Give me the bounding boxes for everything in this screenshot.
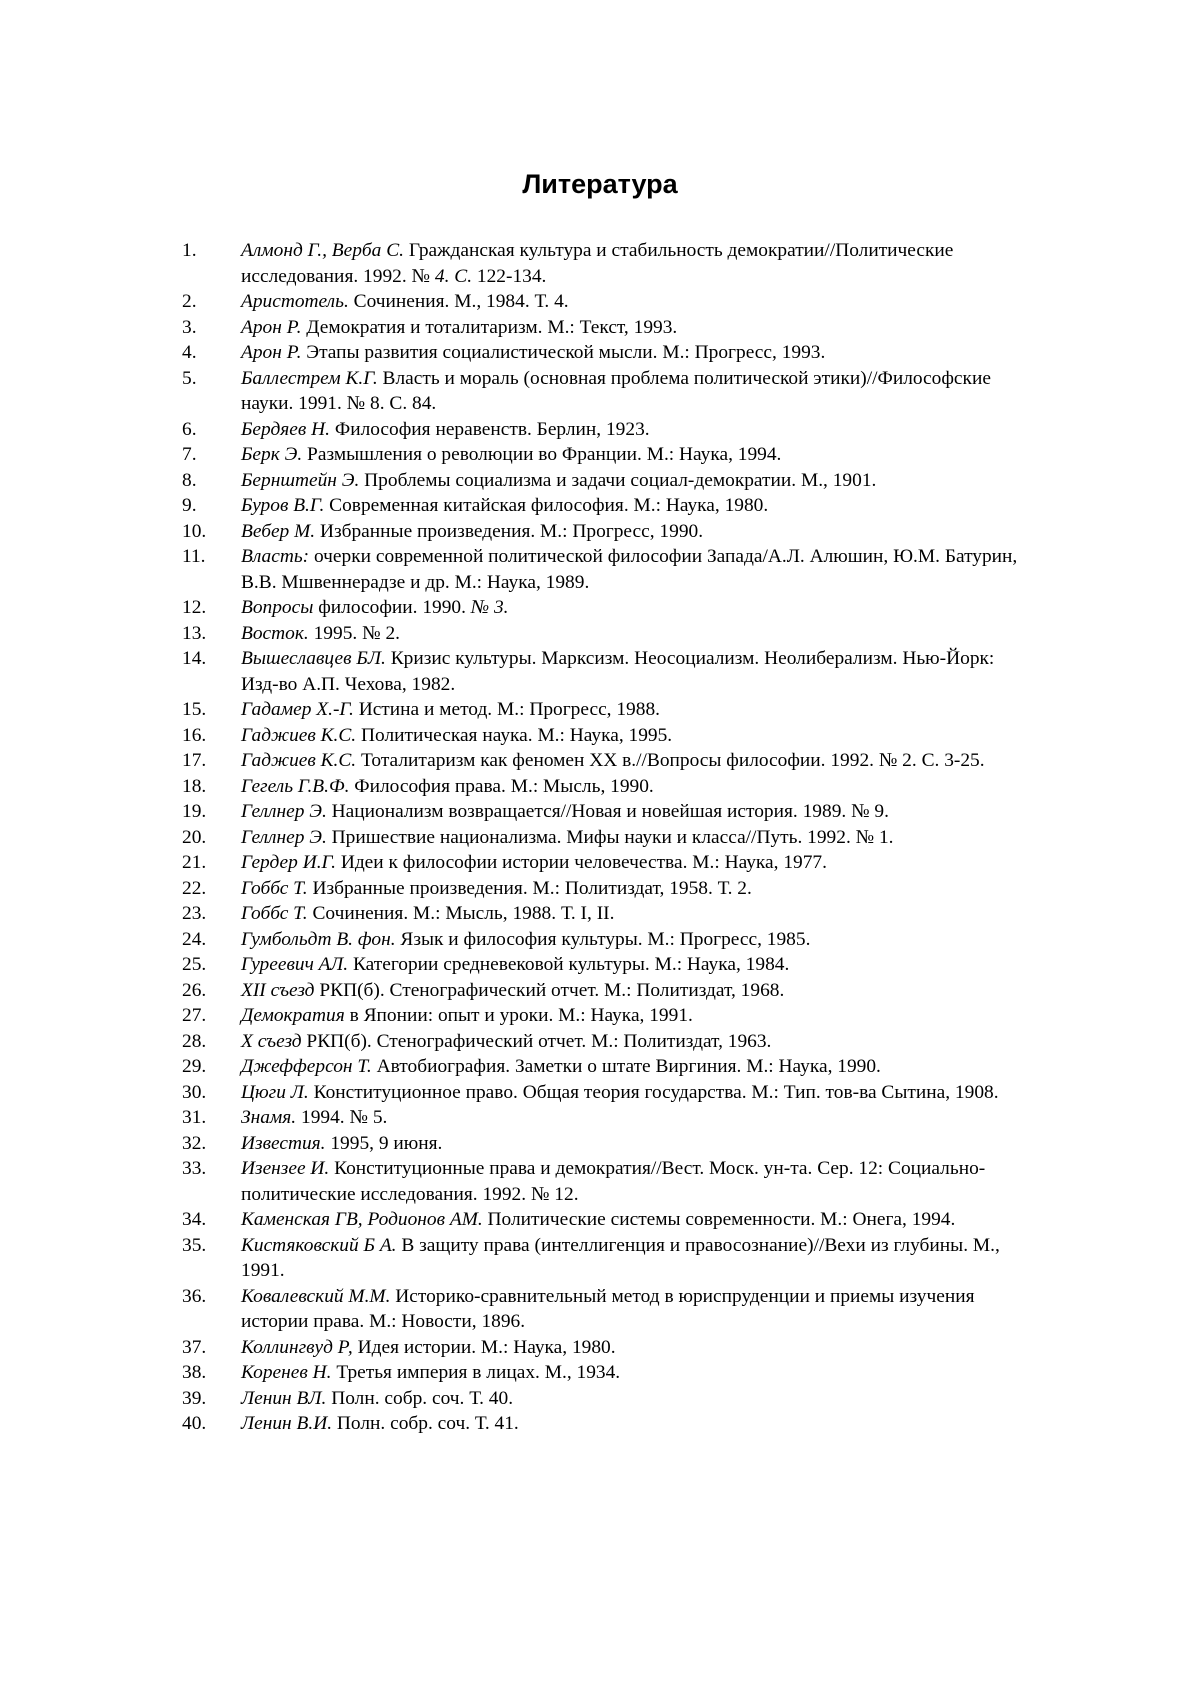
entry-citation-text: Пришествие национализма. Мифы науки и класса//Путь. 1992. № 1. — [326, 826, 894, 848]
bibliography-entry — [182, 442, 1032, 468]
bibliography-entry — [182, 850, 1032, 876]
entry-citation — [241, 546, 1017, 593]
entry-author: Вышеславцев БЛ. — [241, 648, 386, 669]
bibliography-list — [182, 238, 1032, 1437]
entry-number: 3. — [182, 316, 197, 338]
entry-citation-text: Этапы развития социалистической мысли. М.: Прогресс, 1993. — [301, 342, 826, 363]
bibliography-entry — [182, 468, 1032, 494]
entry-citation — [302, 1031, 772, 1052]
bibliography-entry — [182, 1156, 1032, 1207]
entry-author: Гердер И.Г. — [241, 852, 336, 873]
entry-citation — [356, 750, 984, 771]
entry-author: Бердяев Н. — [241, 418, 331, 440]
entry-number: 31. — [182, 1107, 207, 1128]
entry-author: XII съезд — [241, 979, 315, 1001]
bibliography-entry — [182, 774, 1032, 800]
entry-author: Гоббс Т. — [241, 903, 308, 924]
entry-number: 39. — [182, 1387, 207, 1409]
bibliography-entry — [182, 238, 1032, 289]
entry-author: Арон Р. — [241, 342, 302, 363]
bibliography-entry — [182, 417, 1032, 443]
entry-citation — [330, 419, 650, 440]
entry-citation-tail: 122-134. — [472, 265, 547, 287]
entry-citation-text: Политическая наука. М.: Наука, 1995. — [356, 724, 673, 746]
entry-citation-text: Историко-сравнительный метод в юриспруденции и приемы изучения истории права. М.: Новости, 1896. — [241, 1285, 975, 1332]
entry-number: 38. — [182, 1362, 207, 1383]
entry-citation — [315, 521, 703, 542]
entry-number: 28. — [182, 1030, 207, 1052]
entry-author: Изензее И. — [241, 1158, 330, 1179]
entry-number: 2. — [182, 291, 197, 312]
entry-author: Вебер М. — [241, 520, 316, 542]
entry-number: 40. — [182, 1413, 207, 1434]
entry-citation-text: Полн. собр. соч. Т. 41. — [332, 1413, 519, 1434]
bibliography-entry — [182, 697, 1032, 723]
entry-number: 21. — [182, 852, 207, 873]
entry-citation — [332, 1413, 519, 1434]
entry-number: 25. — [182, 954, 207, 975]
entry-citation — [336, 852, 827, 873]
entry-citation-text: 1995. № 2. — [308, 622, 400, 644]
entry-citation — [241, 1158, 985, 1205]
entry-author: Власть: — [241, 546, 310, 567]
entry-citation — [301, 317, 677, 338]
entry-author: Геллнер Э. — [241, 801, 327, 822]
entry-author: Восток. — [241, 622, 309, 644]
entry-citation-text: Философия неравенств. Берлин, 1923. — [330, 418, 650, 440]
bibliography-entry — [182, 366, 1032, 417]
bibliography-entry — [182, 289, 1032, 315]
entry-number: 5. — [182, 367, 197, 389]
bibliography-entry — [182, 1029, 1032, 1055]
entry-citation-text: 1995, 9 июня. — [325, 1132, 443, 1154]
entry-citation-text: РКП(б). Стенографический отчет. М.: Политиздат, 1963. — [301, 1030, 772, 1052]
entry-citation — [327, 827, 894, 848]
entry-author: Каменская ГВ, Родионов АМ. — [241, 1209, 483, 1230]
entry-citation — [324, 495, 768, 516]
entry-citation — [308, 878, 752, 899]
entry-citation-text: 1994. № 5. — [296, 1107, 388, 1128]
bibliography-entry — [182, 876, 1032, 902]
entry-author: Баллестрем К.Г. — [241, 367, 378, 389]
entry-citation-text: Проблемы социализма и задачи социал-демократии. М., 1901. — [359, 469, 877, 491]
entry-author: Ковалевский М.М. — [241, 1285, 391, 1307]
entry-citation-text: Тоталитаризм как феномен XX в.//Вопросы философии. 1992. № 2. С. 3-25. — [356, 750, 985, 771]
entry-citation-text: Конституционное право. Общая теория государства. М.: Тип. тов-ва Сытина, 1908. — [308, 1081, 999, 1103]
entry-citation-text: очерки современной политической философии Запада/А.Л. Алюшин, Ю.М. Батурин, В.В. Мшвеннерадзе и др. М.: Наука, 1989. — [241, 546, 1018, 593]
entry-citation-text: Современная китайская философия. М.: Наука, 1980. — [324, 495, 769, 516]
entry-citation-text: Гражданская культура и стабильность демократии//Политические исследования. 1992. № — [241, 240, 954, 287]
entry-number: 13. — [182, 622, 207, 644]
entry-citation-text: в Японии: опыт и уроки. М.: Наука, 1991. — [344, 1005, 693, 1026]
entry-citation-text: Национализм возвращается//Новая и новейшая история. 1989. № 9. — [326, 801, 889, 822]
entry-citation-text: Категории средневековой культуры. М.: Наука, 1984. — [348, 954, 790, 975]
entry-number: 20. — [182, 826, 207, 848]
entry-citation-text: Автобиография. Заметки о штате Виргиния. М.: Наука, 1990. — [371, 1056, 881, 1077]
entry-number: 16. — [182, 724, 207, 746]
entry-number: 15. — [182, 699, 207, 720]
entry-author: Коллингвуд Р, — [241, 1336, 353, 1358]
entry-author: Ленин В.И. — [241, 1413, 333, 1434]
entry-number: 29. — [182, 1056, 207, 1077]
entry-author: Гадамер Х.-Г. — [241, 699, 354, 720]
entry-citation — [326, 1133, 443, 1154]
entry-citation — [356, 725, 672, 746]
entry-number: 35. — [182, 1234, 207, 1256]
bibliography-entry — [182, 723, 1032, 749]
bibliography-entry — [182, 952, 1032, 978]
entry-citation-text: Кризис культуры. Марксизм. Неосоциализм. Неолиберализм. Нью-Йорк: Изд-во А.П. Чехова, 1982. — [241, 648, 995, 695]
entry-author: Гоббс Т. — [241, 877, 308, 899]
bibliography-entry — [182, 799, 1032, 825]
entry-citation-text: Идея истории. М.: Наука, 1980. — [352, 1336, 616, 1358]
entry-author: Аристотель. — [241, 291, 349, 312]
entry-number: 6. — [182, 418, 197, 440]
bibliography-entry — [182, 1080, 1032, 1106]
entry-citation — [308, 903, 615, 924]
entry-author: Гаджиев К.С. — [241, 724, 357, 746]
bibliography-entry — [182, 595, 1032, 621]
entry-number: 7. — [182, 444, 197, 465]
bibliography-entry — [182, 927, 1032, 953]
entry-citation-text: РКП(б). Стенографический отчет. М.: Политиздат, 1968. — [314, 979, 785, 1001]
entry-number: 26. — [182, 979, 207, 1001]
entry-author: Берк Э. — [241, 444, 303, 465]
entry-author: Гегель Г.В.Ф. — [241, 775, 350, 797]
entry-number: 34. — [182, 1209, 207, 1230]
bibliography-entry — [182, 825, 1032, 851]
bibliography-entry — [182, 315, 1032, 341]
entry-citation-text: Демократия и тоталитаризм. М.: Текст, 1993. — [301, 316, 678, 338]
entry-number: 19. — [182, 801, 207, 822]
entry-number: 18. — [182, 775, 207, 797]
bibliography-entry — [182, 1054, 1032, 1080]
entry-author: Демократия — [241, 1005, 345, 1026]
entry-number: 33. — [182, 1158, 207, 1179]
entry-number: 32. — [182, 1132, 207, 1154]
bibliography-entry — [182, 519, 1032, 545]
entry-citation — [309, 623, 400, 644]
entry-author: Буров В.Г. — [241, 495, 325, 516]
entry-citation-text: Избранные произведения. М.: Прогресс, 1990. — [315, 520, 704, 542]
bibliography-entry — [182, 1411, 1032, 1437]
entry-author: Известия. — [241, 1132, 326, 1154]
entry-citation-text: Власть и мораль (основная проблема политической этики)//Философские науки. 1991. № 8. С. 84. — [241, 367, 991, 414]
entry-citation — [309, 1082, 999, 1103]
entry-citation — [326, 1388, 513, 1409]
entry-citation-text: Избранные произведения. М.: Политиздат, 1958. Т. 2. — [307, 877, 752, 899]
entry-author: Бернштейн Э. — [241, 469, 360, 491]
entry-citation — [315, 980, 785, 1001]
bibliography-entry — [182, 1386, 1032, 1412]
entry-author: Алмонд Г., Верба С. — [241, 240, 404, 261]
entry-author: Гаджиев К.С. — [241, 750, 357, 771]
bibliography-entry — [182, 1360, 1032, 1386]
entry-author: Арон Р. — [241, 316, 302, 338]
bibliography-entry — [182, 978, 1032, 1004]
entry-number: 24. — [182, 928, 207, 950]
entry-number: 14. — [182, 648, 207, 669]
entry-author: Коренев Н. — [241, 1362, 332, 1383]
bibliography-entry — [182, 493, 1032, 519]
entry-citation — [345, 1005, 693, 1026]
entry-citation — [302, 444, 781, 465]
bibliography-entry — [182, 901, 1032, 927]
entry-citation-text: Политические системы современности. М.: Онега, 1994. — [482, 1209, 956, 1230]
entry-citation — [348, 954, 789, 975]
entry-author: Гуреевич АЛ. — [241, 954, 349, 975]
entry-citation-text: Конституционные права и демократия//Вест. Моск. ун-та. Сер. 12: Социально-политические исследования. 1992. № 12. — [241, 1158, 986, 1205]
bibliography-entry — [182, 1105, 1032, 1131]
entry-number: 22. — [182, 877, 207, 899]
bibliography-entry — [182, 1003, 1032, 1029]
entry-citation — [353, 1337, 616, 1358]
entry-number: 10. — [182, 520, 207, 542]
entry-number: 30. — [182, 1081, 207, 1103]
entry-citation — [354, 699, 660, 720]
entry-citation-text: Язык и философия культуры. М.: Прогресс, 1985. — [395, 928, 811, 950]
entry-author: Гумбольдт В. фон. — [241, 928, 396, 950]
entry-citation — [349, 291, 569, 312]
entry-author: Джефферсон Т. — [241, 1056, 372, 1077]
entry-citation-text: философии. 1990. — [313, 597, 466, 618]
entry-citation-text: Истина и метод. М.: Прогресс, 1988. — [353, 699, 660, 720]
entry-citation — [396, 929, 811, 950]
bibliography-entry — [182, 1207, 1032, 1233]
entry-citation-text: В защиту права (интеллигенция и правосознание)//Вехи из глубины. М., 1991. — [241, 1234, 1000, 1281]
bibliography-entry — [182, 544, 1032, 595]
entry-number: 37. — [182, 1336, 207, 1358]
entry-author: Цюги Л. — [241, 1081, 309, 1103]
entry-author: Вопросы — [241, 597, 314, 618]
entry-citation — [331, 1362, 620, 1383]
entry-citation — [296, 1107, 387, 1128]
entry-citation — [349, 776, 653, 797]
bibliography-entry — [182, 1284, 1032, 1335]
entry-number: 27. — [182, 1005, 207, 1026]
entry-citation-italic: 4. С. — [430, 265, 473, 287]
bibliography-entry — [182, 1335, 1032, 1361]
entry-number: 11. — [182, 546, 206, 567]
entry-citation-text: Сочинения. М., 1984. Т. 4. — [348, 291, 569, 312]
entry-citation-text: Размышления о революции во Франции. М.: Наука, 1994. — [302, 444, 782, 465]
page-title: Литература — [522, 169, 678, 199]
bibliography-entry — [182, 1233, 1032, 1284]
entry-author: Знамя. — [241, 1107, 297, 1128]
entry-citation — [301, 342, 825, 363]
entry-author: X съезд — [241, 1030, 302, 1052]
bibliography-entry — [182, 748, 1032, 774]
entry-citation-text: Полн. собр. соч. Т. 40. — [326, 1387, 514, 1409]
entry-citation — [372, 1056, 881, 1077]
bibliography-entry — [182, 646, 1032, 697]
bibliography-entry — [182, 340, 1032, 366]
entry-number: 12. — [182, 597, 207, 618]
entry-citation — [327, 801, 889, 822]
entry-citation-text: Философия права. М.: Мысль, 1990. — [349, 775, 654, 797]
entry-number: 8. — [182, 469, 197, 491]
entry-citation-text: Идеи к философии истории человечества. М.: Наука, 1977. — [335, 852, 827, 873]
entry-citation-text: Третья империя в лицах. М., 1934. — [331, 1362, 621, 1383]
entry-number: 1. — [182, 240, 197, 261]
entry-citation — [483, 1209, 956, 1230]
entry-author: Геллнер Э. — [241, 826, 327, 848]
entry-number: 4. — [182, 342, 197, 363]
entry-number: 9. — [182, 495, 197, 516]
bibliography-entry — [182, 1131, 1032, 1157]
entry-citation-text: Сочинения. М.: Мысль, 1988. Т. I, II. — [307, 903, 615, 924]
entry-number: 36. — [182, 1285, 207, 1307]
bibliography-entry — [182, 621, 1032, 647]
entry-citation — [359, 470, 876, 491]
entry-number: 23. — [182, 903, 207, 924]
entry-number: 17. — [182, 750, 207, 771]
entry-author: Ленин ВЛ. — [241, 1387, 327, 1409]
entry-citation-italic: № 3. — [465, 597, 509, 618]
entry-author: Кистяковский Б А. — [241, 1234, 397, 1256]
entry-citation — [313, 597, 508, 618]
